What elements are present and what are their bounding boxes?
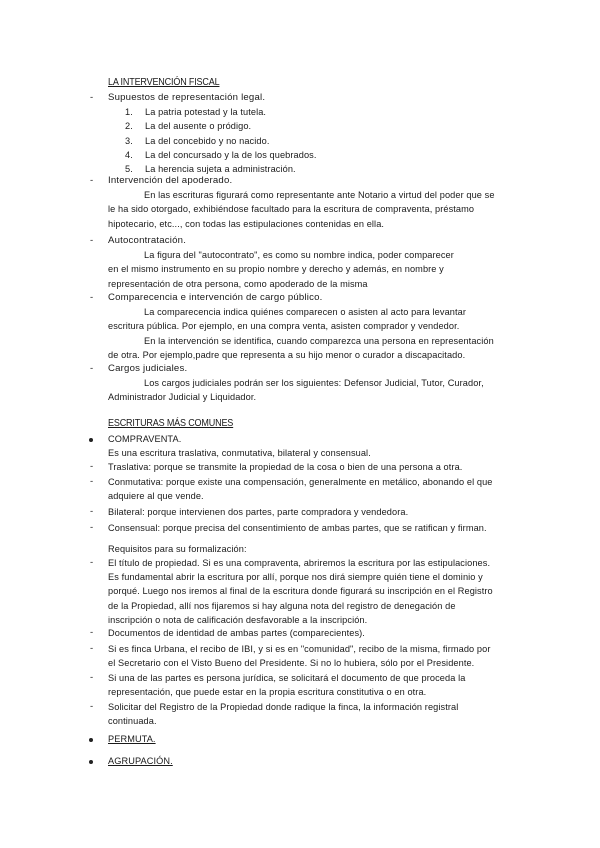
item-title: COMPRAVENTA.: [108, 434, 182, 444]
dash-marker: -: [90, 92, 94, 103]
paragraph-line: Conmutativa: porque existe una compensación, generalmente en metálico, abonando el que: [108, 477, 493, 487]
bullet-icon: [89, 738, 93, 742]
item-compraventa: [108, 432, 540, 460]
section-title-intervencion-fiscal: LA INTERVENCIÓN FISCAL: [108, 76, 220, 88]
section-title-escrituras: ESCRITURAS MÁS COMUNES: [108, 417, 234, 429]
item-registro: [108, 700, 540, 728]
paragraph-line: En las escrituras figurará como representante ante Notario a virtud del poder que se: [144, 190, 495, 201]
paragraph-line: La comparecencia indica quiénes comparecen o asisten al acto para levantar: [144, 307, 467, 318]
dash-marker: -: [90, 506, 94, 517]
paragraph-line: en el mismo instrumento en su propio nombre y derecho y además, en nombre y: [108, 264, 444, 275]
item-agrupacion: AGRUPACIÓN.: [108, 756, 173, 766]
item-cargos-judiciales: [108, 362, 540, 405]
paragraph-line: El título de propiedad. Si es una compraventa, abriremos la escritura por las estipulaciones.: [108, 558, 491, 568]
paragraph-line: le ha sido otorgado, exhibiéndose facultado para la escritura de compraventa, préstamo: [108, 204, 475, 215]
paragraph-line: Si es finca Urbana, el recibo de IBI, y si es en "comunidad", recibo de la misma, firmado por: [108, 644, 491, 654]
item-persona-juridica: [108, 671, 540, 699]
paragraph-line: La figura del "autocontrato", es como su nombre indica, poder comparecer: [144, 250, 454, 261]
item-consensual: Consensual: porque precisa del consentimiento de ambas partes, que se ratifican y firman.: [108, 523, 487, 533]
item-title: Supuestos de representación legal.: [108, 92, 266, 103]
numbered-item: 1. La patria potestad y la tutela.: [125, 107, 267, 118]
paragraph-line: Es una escritura traslativa, conmutativa, bilateral y consensual.: [108, 448, 371, 459]
item-conmutativa: [108, 475, 540, 503]
dash-marker: -: [90, 363, 94, 374]
item-autocontratacion: [108, 234, 540, 291]
item-apoderado: [108, 174, 540, 231]
paragraph-line: escritura pública. Por ejemplo, en una compra venta, asisten comprador y vendedor.: [108, 321, 460, 332]
dash-marker: -: [90, 292, 94, 303]
paragraph-line: En la intervención se identifica, cuando comparezca una persona en representación: [144, 335, 494, 346]
paragraph-line: de la Propiedad, allí nos fijaremos si hay alguna nota del registro de denegación de: [108, 600, 456, 611]
paragraph-line: Los cargos judiciales podrán ser los siguientes: Defensor Judicial, Tutor, Curador,: [144, 378, 484, 389]
numbered-item: 3. La del concebido y no nacido.: [125, 135, 270, 146]
paragraph-line: el Secretario con el Visto Bueno del Presidente. Si no lo hubiera, sólo por el Presidente.: [108, 658, 475, 669]
item-comparecencia: [108, 291, 540, 362]
paragraph-line: continuada.: [108, 716, 157, 727]
item-permuta: PERMUTA.: [108, 734, 156, 744]
item-title: Autocontratación.: [108, 235, 187, 246]
paragraph-line: porqué. Luego nos iremos al final de la escritura donde figurará su inscripción en el Registro: [108, 586, 493, 597]
dash-marker: -: [90, 643, 94, 654]
paragraph-line: Si una de las partes es persona jurídica, se solicitará el documento de que proceda la: [108, 673, 466, 683]
paragraph-line: inscripción o nota de calificación desfavorable a la inscripción.: [108, 614, 368, 625]
item-title: Intervención del apoderado.: [108, 175, 233, 186]
paragraph-line: Solicitar del Registro de la Propiedad donde radique la finca, la información registral: [108, 702, 459, 712]
paragraph-line: de otra. Por ejemplo,padre que representa a su hijo menor o curador a discapacitado.: [108, 349, 466, 360]
dash-marker: -: [90, 476, 94, 487]
paragraph-line: adquiere al que vende.: [108, 491, 204, 502]
dash-marker: -: [90, 627, 94, 638]
dash-marker: -: [90, 672, 94, 683]
paragraph-line: hipotecario, etc..., con todas las estipulaciones contenidas en ella.: [108, 218, 385, 229]
paragraph-line: Es fundamental abrir la escritura por allí, porque nos dirá siempre quién tiene el dominio y: [108, 572, 483, 583]
dash-marker: -: [90, 522, 94, 533]
dash-marker: -: [90, 701, 94, 712]
paragraph-line: Administrador Judicial y Liquidador.: [108, 392, 257, 403]
item-supuestos: [108, 91, 540, 176]
item-title: Cargos judiciales.: [108, 363, 188, 374]
dash-marker: -: [90, 557, 94, 568]
numbered-item: 4. La del concursado y la de los quebrados.: [125, 149, 317, 160]
dash-marker: -: [90, 175, 94, 186]
paragraph-line: representación, que puede estar en la propia escritura constitutiva o en otra.: [108, 687, 427, 698]
item-finca: [108, 642, 540, 670]
dash-marker: -: [90, 235, 94, 246]
item-titulo-propiedad: [108, 556, 540, 627]
paragraph-line: representación de otra persona, como apoderado de la misma: [108, 278, 368, 289]
item-bilateral: Bilateral: porque intervienen dos partes, parte compradora y vendedora.: [108, 507, 409, 517]
numbered-item: 2. La del ausente o pródigo.: [125, 121, 252, 132]
item-traslativa: Traslativa: porque se transmite la propiedad de la cosa o bien de una persona a otra.: [108, 462, 463, 472]
requisitos-title: Requisitos para su formalización:: [108, 544, 247, 554]
item-documentos: Documentos de identidad de ambas partes (comparecientes).: [108, 628, 365, 638]
bullet-icon: [89, 760, 93, 764]
numbered-item: 5. La herencia sujeta a administración.: [125, 164, 296, 175]
dash-marker: -: [90, 461, 94, 472]
bullet-icon: [89, 438, 93, 442]
item-title: Comparecencia e intervención de cargo público.: [108, 292, 323, 303]
